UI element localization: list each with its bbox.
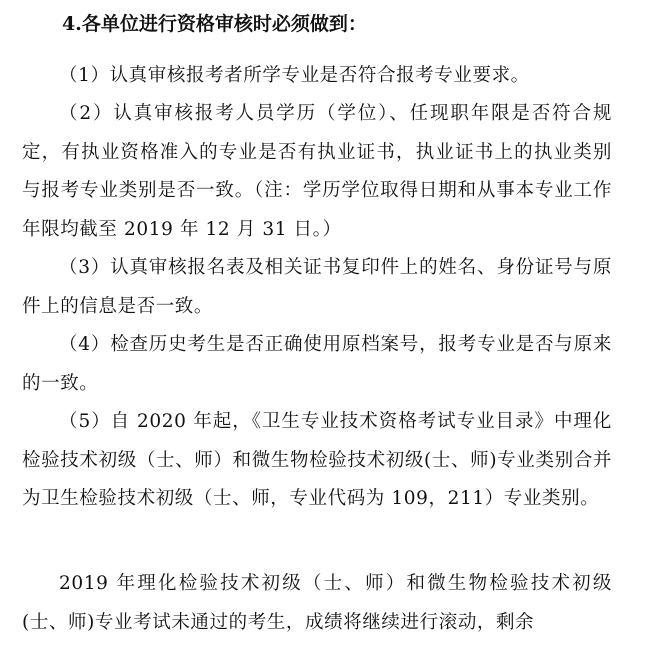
- paragraph-item-1: （1）认真审核报考者所学专业是否符合报考专业要求。: [59, 65, 530, 86]
- paragraph-item-2: （2）认真审核报考人员学历（学位）、任现职年限是否符合规定，有执业资格准入的专业是否有执业证书，执业证书上的执业类别与报考专业类别是否一致。（注：学历学位取得日期和从事本专业工作年限均截至 2019 年 12 月 31 日。）: [22, 103, 612, 240]
- paragraph-note: 2019 年理化检验技术初级（士、师）和微生物检验技术初级(士、师)专业考试未通过的考生，成绩将继续进行滚动，剩余: [22, 573, 612, 633]
- paragraph-item-3: （3）认真审核报名表及相关证书复印件上的姓名、身份证号与原件上的信息是否一致。: [22, 257, 612, 317]
- paragraph-item-5: （5）自 2020 年起，《卫生专业技术资格考试专业目录》中理化检验技术初级（士、师）和微生物检验技术初级(士、师)专业类别合并为卫生检验技术初级（士、师，专业代码为 109，211）专业类别。: [22, 411, 612, 509]
- section-heading: 4.各单位进行资格审核时必须做到：: [62, 13, 367, 35]
- paragraph-item-4: （4）检查历史考生是否正确使用原档案号，报考专业是否与原来的一致。: [22, 334, 612, 394]
